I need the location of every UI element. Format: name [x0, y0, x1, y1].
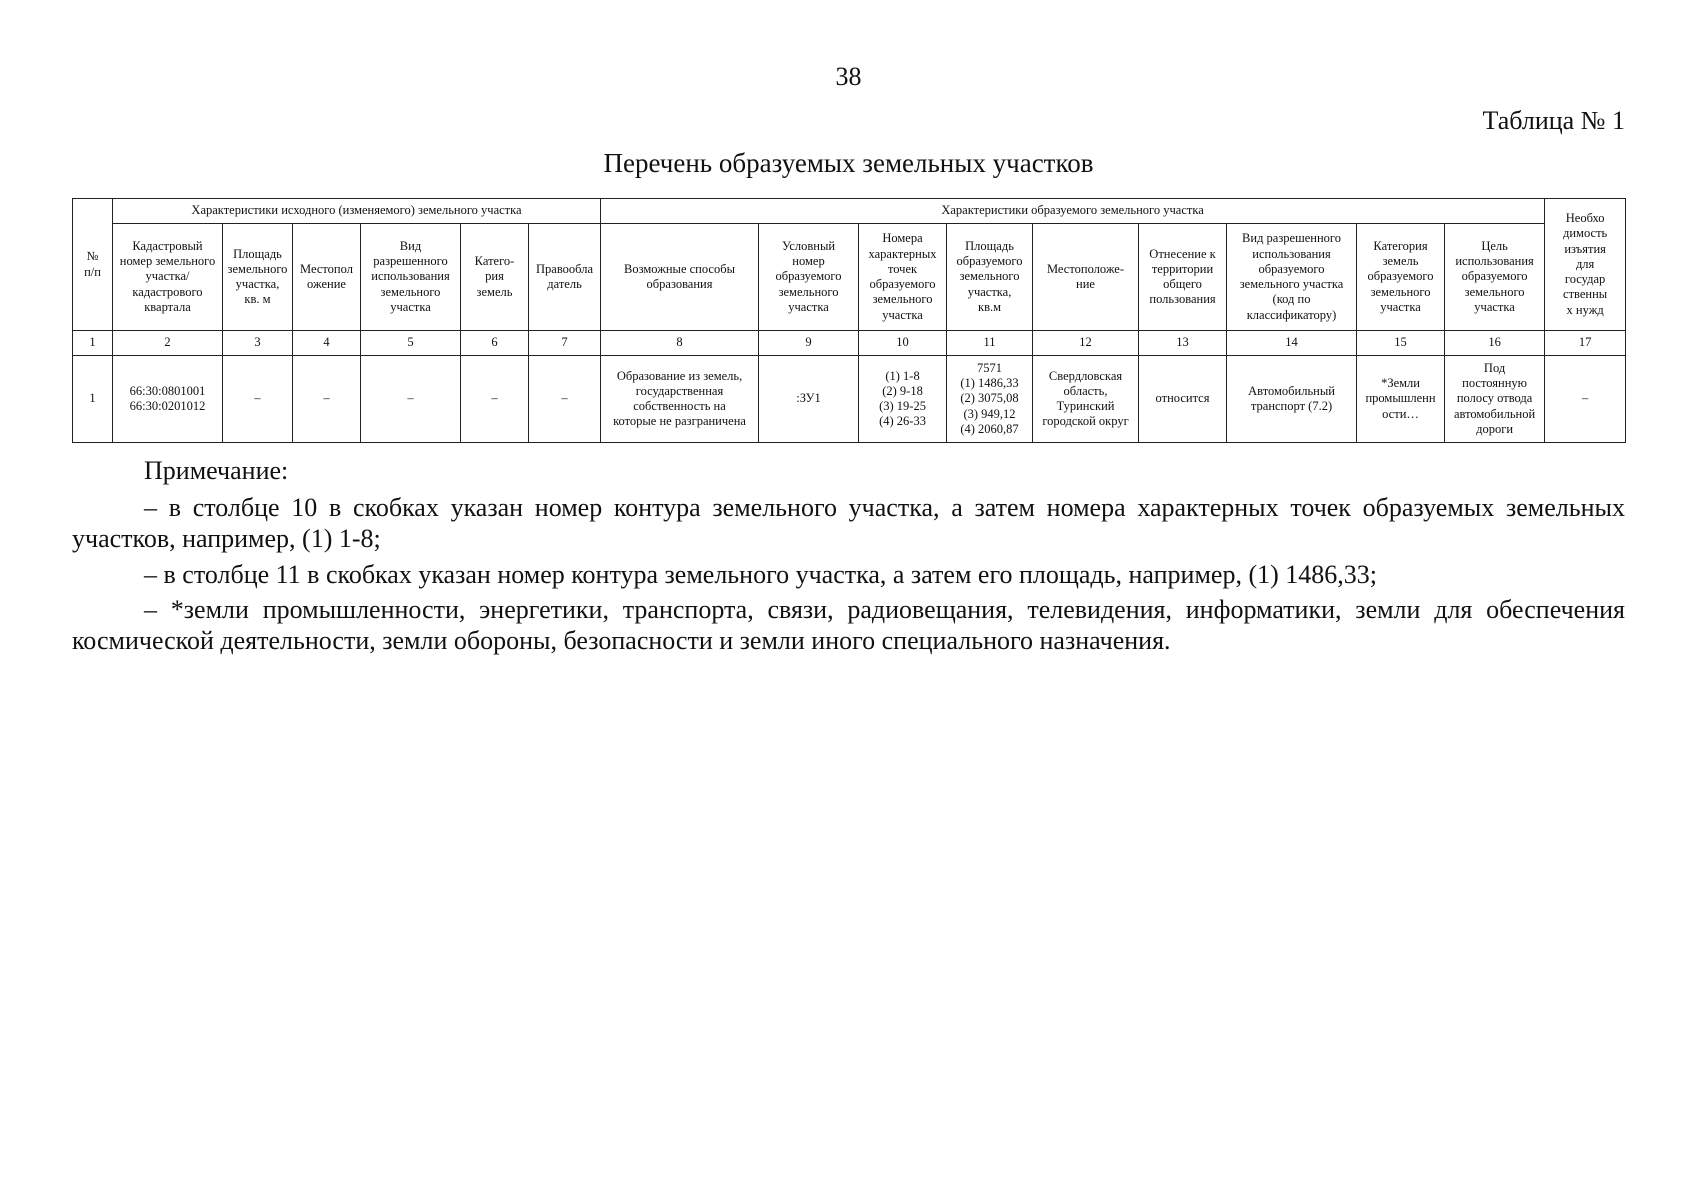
land-plots-table: [72, 198, 1626, 443]
note-item: – в столбце 10 в скобках указан номер контура земельного участка, а затем номера характерных точек образуемых земельных участков, например, (1) 1-8;: [72, 493, 1625, 554]
column-number-cell: 8: [601, 331, 759, 356]
group-header-source-plot: Характеристики исходного (изменяемого) земельного участка: [113, 199, 601, 224]
header-cell-16: Цель использования образуемого земельного участка: [1445, 224, 1545, 331]
cell-public-territory: относится: [1139, 356, 1227, 443]
header-cell-num: № п/п: [73, 199, 113, 331]
cell-new-permitted-use: Автомобильный транспорт (7.2): [1227, 356, 1357, 443]
table-row: [73, 356, 1626, 443]
header-cell-6: Катего- рия земель: [461, 224, 529, 331]
notes-section: [72, 455, 1625, 660]
cell-source-permitted-use: –: [361, 356, 461, 443]
header-cell-9: Условный номер образуемого земельного участка: [759, 224, 859, 331]
header-cell-11: Площадь образуемого земельного участка, кв.м: [947, 224, 1033, 331]
column-number-cell: 5: [361, 331, 461, 356]
column-number-cell: 7: [529, 331, 601, 356]
header-cell-14: Вид разрешенного использования образуемого земельного участка (код по классификатору): [1227, 224, 1357, 331]
notes-title: Примечание:: [144, 456, 289, 485]
header-cell-12: Местоположе- ние: [1033, 224, 1139, 331]
column-number-cell: 3: [223, 331, 293, 356]
cell-source-category: –: [461, 356, 529, 443]
column-number-cell: 11: [947, 331, 1033, 356]
header-cell-17: Необхо димость изъятия для государ ственны х нужд: [1545, 199, 1626, 331]
note-item: – в столбце 11 в скобках указан номер контура земельного участка, а затем его площадь, например, (1) 1486,33;: [144, 559, 1377, 589]
column-number-cell: 16: [1445, 331, 1545, 356]
header-cell-5: Вид разрешенного использования земельного участка: [361, 224, 461, 331]
cell-row-number: 1: [73, 356, 113, 443]
column-number-cell: 4: [293, 331, 361, 356]
cell-source-location: –: [293, 356, 361, 443]
cell-new-location: Свердловская область, Туринский городской округ: [1033, 356, 1139, 443]
note-item: – *земли промышленности, энергетики, транспорта, связи, радиовещания, телевидения, информатики, земли для обеспечения космической деятельности, земли обороны, безопасности и земли иного специального назначения.: [72, 594, 1625, 655]
column-number-cell: 12: [1033, 331, 1139, 356]
table-header-row: [73, 224, 1626, 331]
column-number-cell: 10: [859, 331, 947, 356]
column-number-cell: 9: [759, 331, 859, 356]
header-cell-15: Категория земель образуемого земельного участка: [1357, 224, 1445, 331]
column-number-cell: 17: [1545, 331, 1626, 356]
header-cell-10: Номера характерных точек образуемого земельного участка: [859, 224, 947, 331]
cell-new-category: *Земли промышленн ости…: [1357, 356, 1445, 443]
column-number-cell: 1: [73, 331, 113, 356]
cell-source-owner: –: [529, 356, 601, 443]
column-number-cell: 15: [1357, 331, 1445, 356]
header-cell-3: Площадь земельного участка, кв. м: [223, 224, 293, 331]
table-column-number-row: [73, 331, 1626, 356]
column-number-cell: 2: [113, 331, 223, 356]
column-number-cell: 6: [461, 331, 529, 356]
cell-state-seizure: –: [1545, 356, 1626, 443]
header-cell-7: Правообла датель: [529, 224, 601, 331]
page-number: 38: [835, 62, 862, 91]
header-cell-2: Кадастровый номер земельного участка/ кадастрового квартала: [113, 224, 223, 331]
cell-new-area: 7571 (1) 1486,33 (2) 3075,08 (3) 949,12 (4) 2060,87: [947, 356, 1033, 443]
cell-usage-purpose: Под постоянную полосу отвода автомобильной дороги: [1445, 356, 1545, 443]
header-cell-8: Возможные способы образования: [601, 224, 759, 331]
column-number-cell: 13: [1139, 331, 1227, 356]
table-number: Таблица № 1: [1482, 106, 1625, 135]
column-number-cell: 14: [1227, 331, 1357, 356]
table-group-header-row: [73, 199, 1626, 224]
cell-source-area: –: [223, 356, 293, 443]
cell-characteristic-points: (1) 1-8 (2) 9-18 (3) 19-25 (4) 26-33: [859, 356, 947, 443]
header-cell-4: Местопол ожение: [293, 224, 361, 331]
document-title: Перечень образуемых земельных участков: [603, 148, 1094, 178]
cell-formation-method: Образование из земель, государственная собственность на которые не разграничена: [601, 356, 759, 443]
header-cell-13: Отнесение к территории общего пользования: [1139, 224, 1227, 331]
cell-cadastral-number: 66:30:0801001 66:30:0201012: [113, 356, 223, 443]
cell-conditional-number: :ЗУ1: [759, 356, 859, 443]
group-header-new-plot: Характеристики образуемого земельного участка: [601, 199, 1545, 224]
